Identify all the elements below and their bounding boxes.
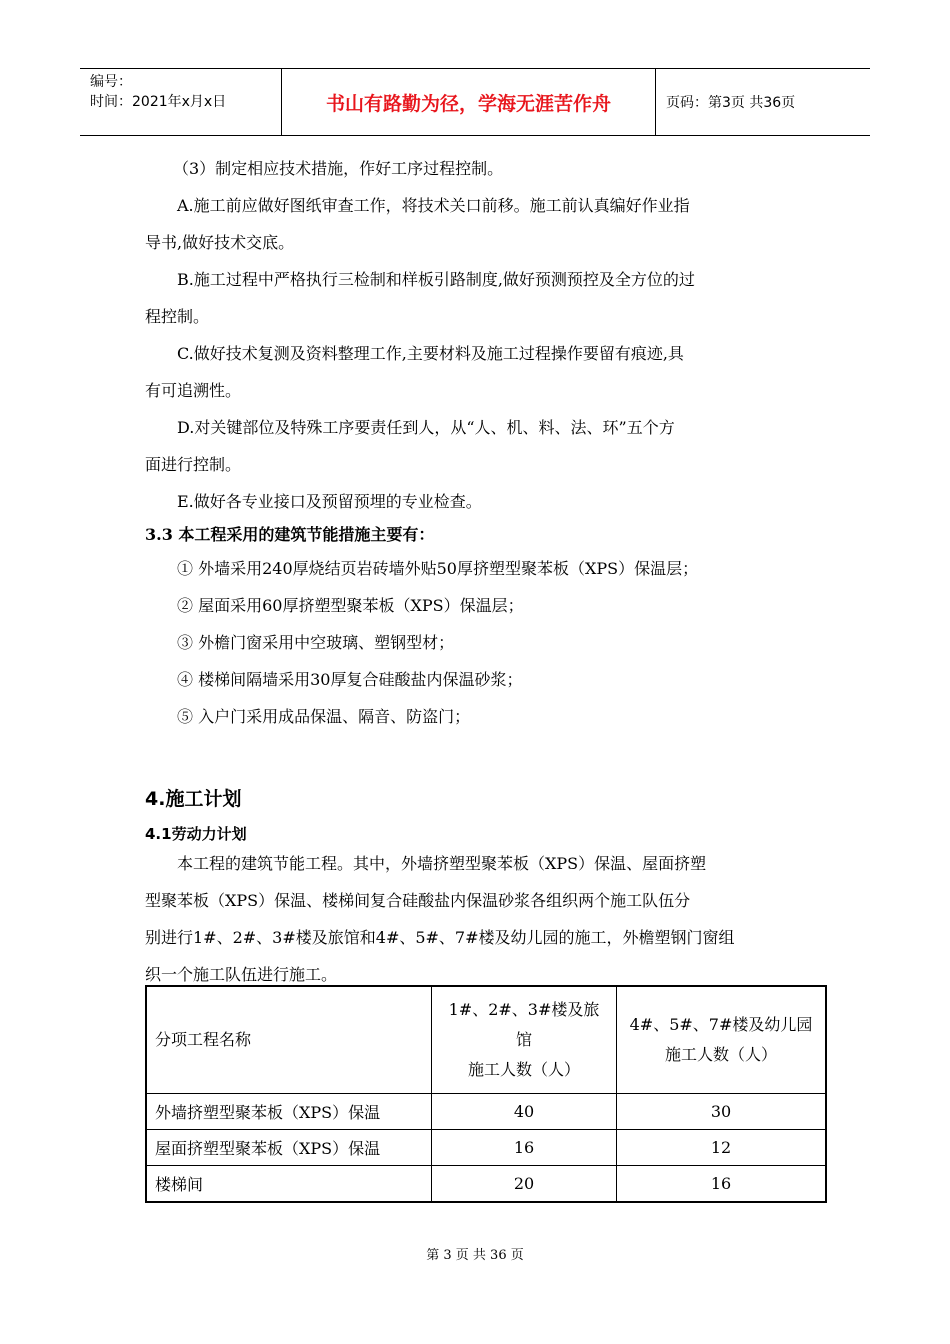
row-count-b: 16	[617, 1166, 827, 1203]
motto: 书山有路勤为径，学海无涯苦作舟	[282, 69, 656, 135]
page-header	[80, 68, 870, 136]
date-label: 时间：2021年x月x日	[90, 94, 227, 110]
measure-2: ② 屋面采用60厚挤塑型聚苯板（XPS）保温层；	[177, 596, 524, 615]
item-c-line1: C.做好技术复测及资料整理工作,主要材料及施工过程操作要留有痕迹,具	[177, 344, 684, 363]
measure-1: ① 外墙采用240厚烧结页岩砖墙外贴50厚挤塑型聚苯板（XPS）保温层；	[177, 559, 699, 578]
measure-3: ③ 外檐门窗采用中空玻璃、塑钢型材；	[177, 633, 455, 652]
header-group-b-line2: 施工人数（人）	[664, 1045, 777, 1064]
header-left-cell	[80, 69, 282, 135]
labor-paragraph-line3: 别进行1#、2#、3#楼及旅馆和4#、5#、7#楼及幼儿园的施工，外檐塑钢门窗组	[145, 928, 735, 947]
row-count-a: 16	[432, 1130, 617, 1166]
table-row	[146, 1166, 826, 1203]
document-body	[145, 150, 815, 993]
item-b-line1: B.施工过程中严格执行三检制和样板引路制度,做好预测预控及全方位的过	[177, 270, 695, 289]
row-name: 屋面挤塑型聚苯板（XPS）保温	[146, 1130, 432, 1166]
measure-4: ④ 楼梯间隔墙采用30厚复合硅酸盐内保温砂浆；	[177, 670, 523, 689]
measure-5: ⑤ 入户门采用成品保温、隔音、防盗门；	[177, 707, 471, 726]
labor-table	[145, 985, 827, 1203]
item-a-line2: 导书,做好技术交底。	[145, 233, 295, 252]
header-group-a	[432, 986, 617, 1094]
page-label: 页码：第3页 共36页	[666, 95, 796, 111]
section-4-heading: 4.施工计划	[145, 788, 242, 810]
header-group-a-line1: 1#、2#、3#楼及旅	[448, 1000, 600, 1019]
item-c-line2: 有可追溯性。	[145, 381, 242, 400]
row-count-a: 20	[432, 1166, 617, 1203]
labor-paragraph-line1: 本工程的建筑节能工程。其中，外墙挤塑型聚苯板（XPS）保温、屋面挤塑	[177, 854, 707, 873]
row-count-b: 12	[617, 1130, 827, 1166]
item-b-line2: 程控制。	[145, 307, 210, 326]
header-group-a-line3: 施工人数（人）	[467, 1060, 580, 1079]
section-4-1-heading: 4.1劳动力计划	[145, 825, 247, 843]
header-group-a-line2: 馆	[515, 1030, 532, 1049]
section-3-3-heading: 3.3 本工程采用的建筑节能措施主要有：	[145, 525, 435, 544]
page-footer: 第 3 页 共 36 页	[426, 1248, 524, 1263]
number-label: 编号：	[90, 74, 132, 90]
item-e: E.做好各专业接口及预留预埋的专业检查。	[177, 492, 482, 511]
table-row	[146, 1094, 826, 1130]
header-group-b-line1: 4#、5#、7#楼及幼儿园	[629, 1015, 813, 1034]
row-name: 楼梯间	[146, 1166, 432, 1203]
table-header-row	[146, 986, 826, 1094]
header-item-name: 分项工程名称	[146, 986, 432, 1094]
row-count-b: 30	[617, 1094, 827, 1130]
item-d-line2: 面进行控制。	[145, 455, 242, 474]
header-group-b	[617, 986, 827, 1094]
row-name: 外墙挤塑型聚苯板（XPS）保温	[146, 1094, 432, 1130]
labor-paragraph-line4: 织一个施工队伍进行施工。	[145, 965, 338, 984]
item-d-line1: D.对关键部位及特殊工序要责任到人，从“人、机、料、法、环”五个方	[177, 418, 675, 437]
paragraph-3: （3）制定相应技术措施，作好工序过程控制。	[173, 159, 504, 178]
row-count-a: 40	[432, 1094, 617, 1130]
table-row	[146, 1130, 826, 1166]
item-a-line1: A.施工前应做好图纸审查工作，将技术关口前移。施工前认真编好作业指	[177, 196, 690, 215]
labor-paragraph-line2: 型聚苯板（XPS）保温、楼梯间复合硅酸盐内保温砂浆各组织两个施工队伍分	[145, 891, 691, 910]
